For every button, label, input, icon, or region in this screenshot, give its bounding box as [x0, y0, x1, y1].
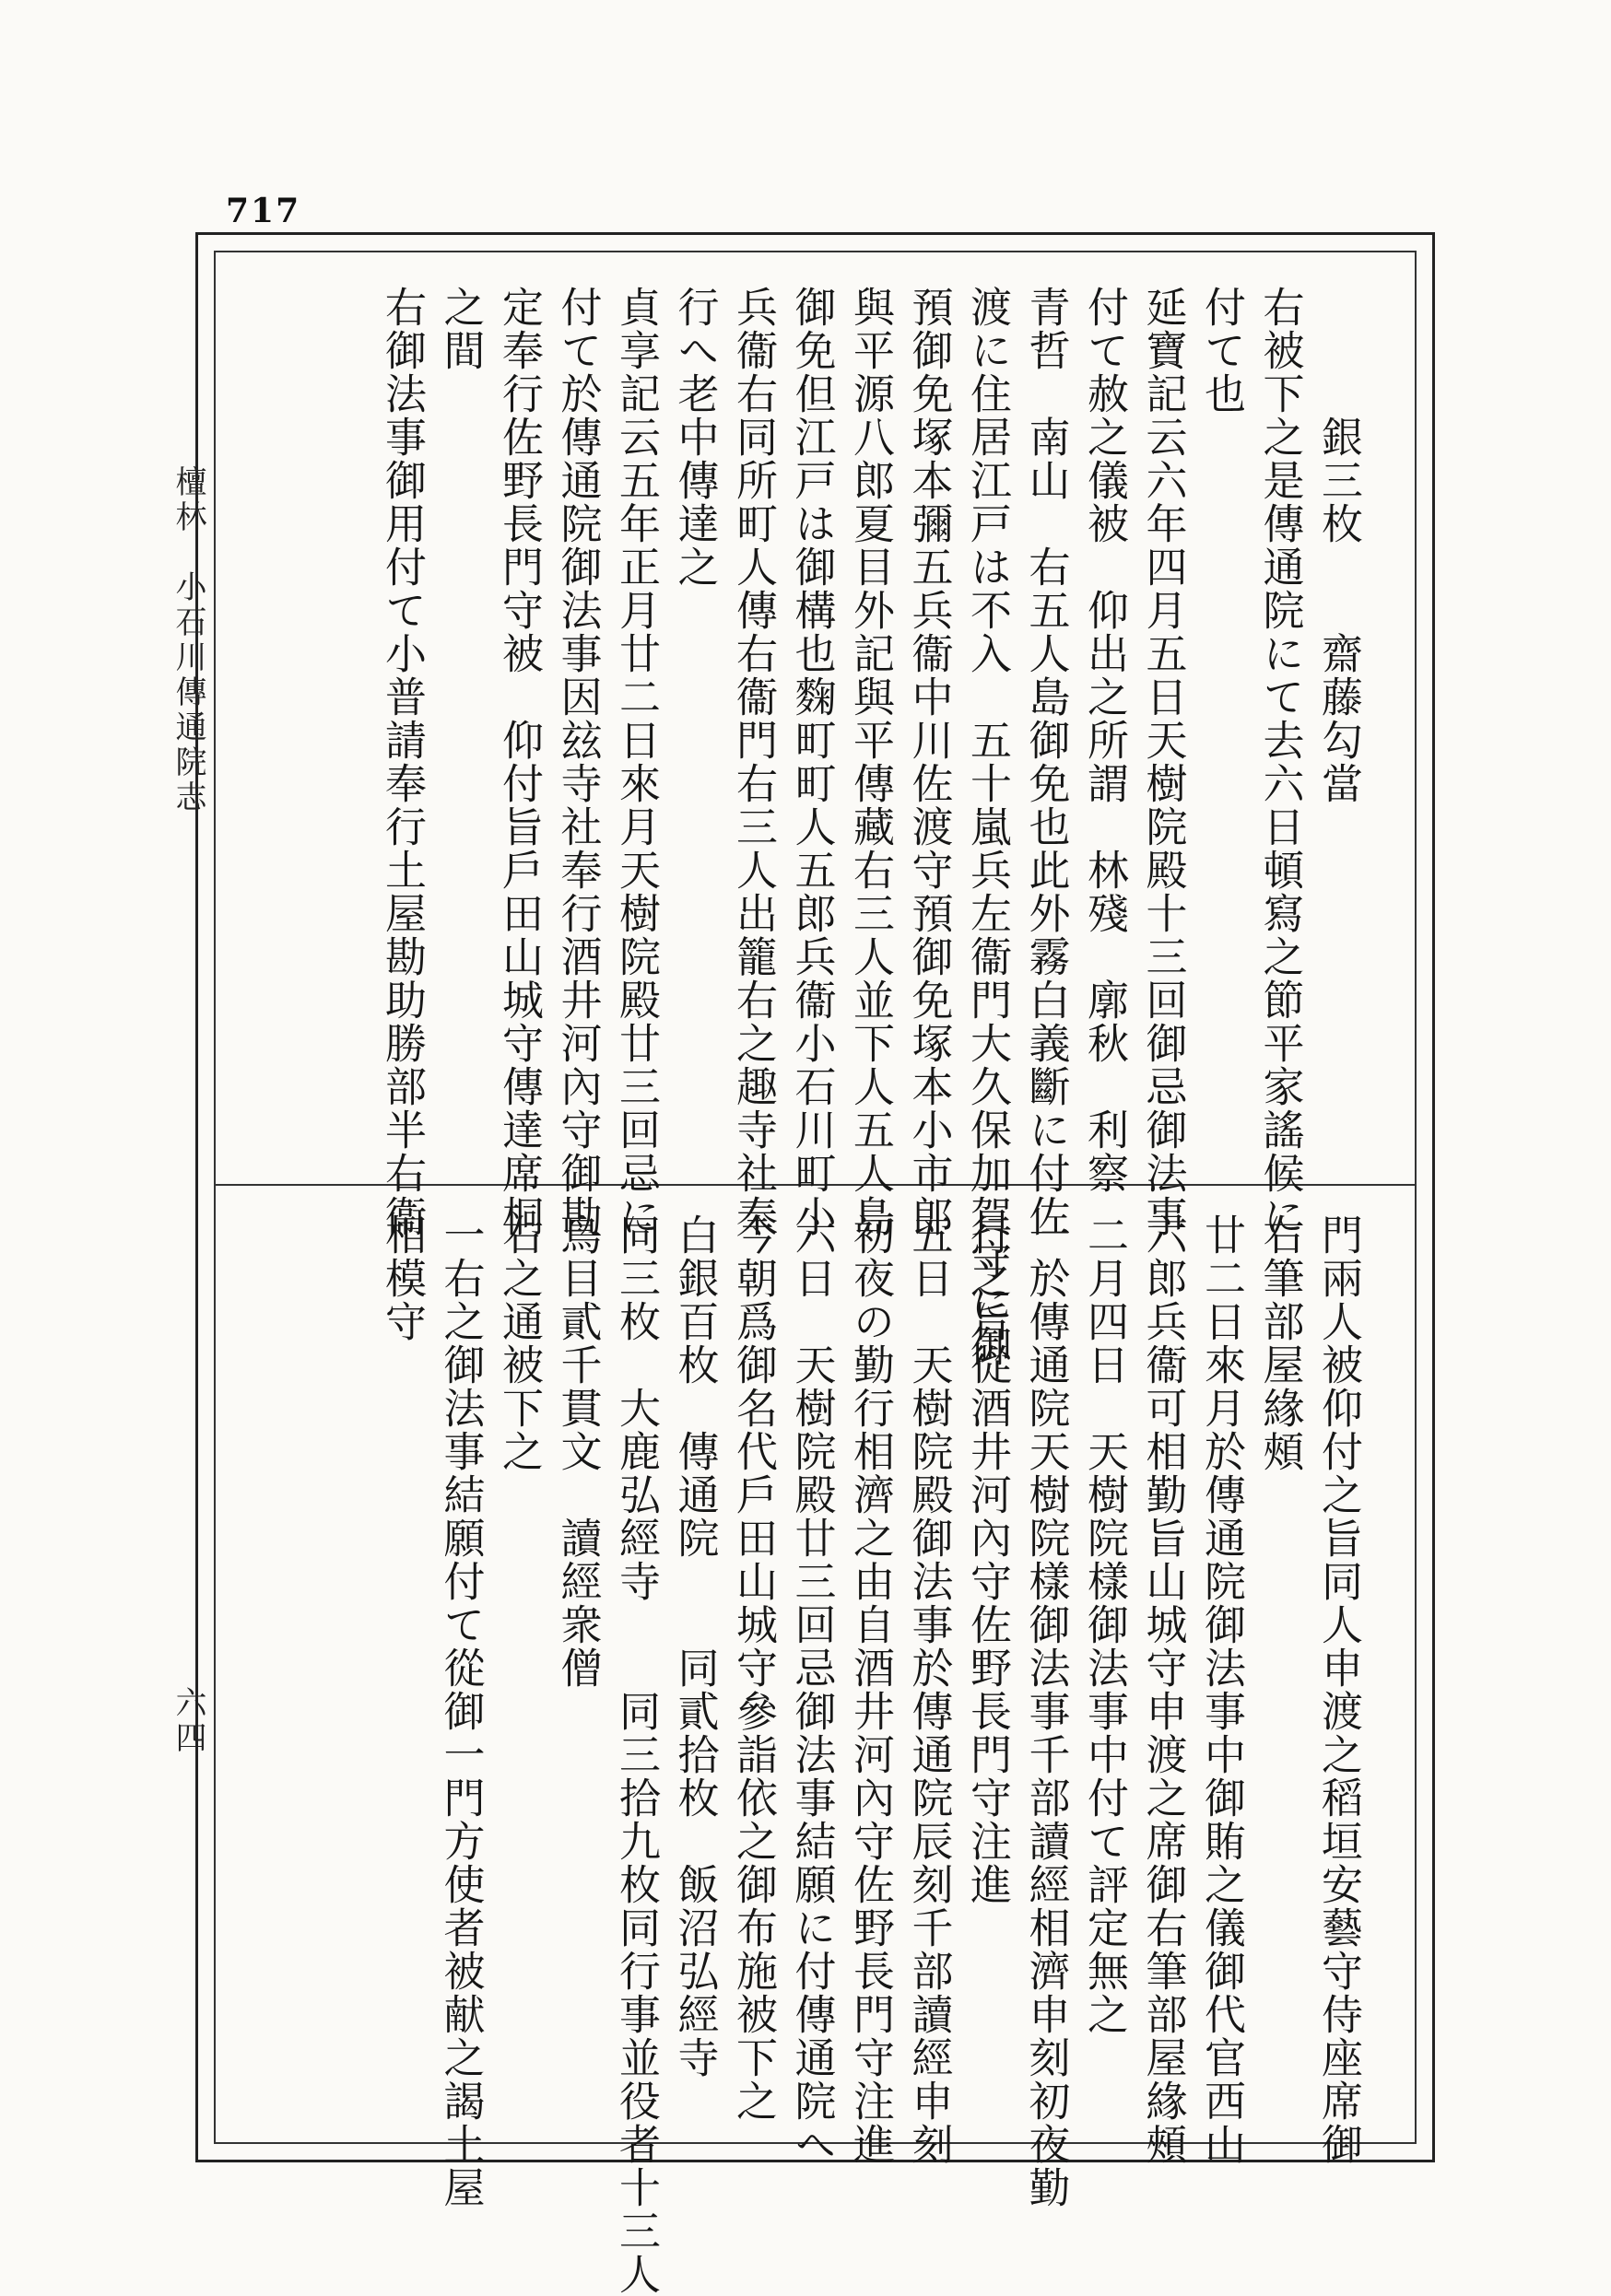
- text-column: 初夜の勤行相濟之由自酒井河內守佐野長門守注進: [846, 1213, 895, 2166]
- lower-text-block: [214, 1186, 1417, 2296]
- folio-number: 六四: [170, 1686, 206, 1756]
- text-column: 六日 天樹院殿廿三回忌御法事結願に付傳通院へ: [787, 1213, 837, 2166]
- text-column: 付て也: [1197, 286, 1246, 416]
- text-column: 與平源八郎夏目外記與平傳藏右三人並下人五人島: [846, 286, 895, 1238]
- text-column: 行之旨從酒井河內守佐野長門守注進: [963, 1213, 1012, 1906]
- text-column: 廿二日來月於傳通院御法事中御賄之儀御代官西山: [1197, 1213, 1246, 2166]
- text-column: 右御法事御用付て小普請奉行土屋勘助勝部半右衞: [378, 286, 427, 1238]
- text-column: 右被下之是傳通院にて去六日頓寫之節平家謠候に: [1255, 286, 1305, 1238]
- text-column: 延寶記云六年四月五日天樹院殿十三回御忌御法事: [1138, 286, 1188, 1238]
- text-column: 之間: [436, 286, 486, 372]
- text-column: 右筆部屋緣頰: [1255, 1213, 1305, 1473]
- text-column: 相模守: [378, 1213, 427, 1343]
- text-column: 同三枚 大鹿弘經寺 同三拾九枚同行事並役者十三人: [612, 1213, 661, 2296]
- text-column: 一於傳通院天樹院樣御法事千部讀經相濟申刻初夜勤: [1021, 1213, 1071, 2209]
- text-column: 付て於傳通院御法事因玆寺社奉行酒井河內守御勘: [553, 286, 603, 1238]
- text-column: 銀三枚 齋藤勾當: [1314, 286, 1363, 805]
- text-column: 定奉行佐野長門守被 仰付旨戶田山城守傳達席桐: [495, 286, 544, 1238]
- text-column: 付て赦之儀被 仰出之所謂 林殘 廓秋 利察: [1080, 286, 1129, 1195]
- text-column: 今朝爲御名代戶田山城守參詣依之御布施被下之: [729, 1213, 778, 2123]
- margin-title: 檀林 小石川傳通院志: [170, 465, 206, 815]
- text-column: 預御免塚本彌五兵衞中川佐渡守預御免塚本小市郎: [904, 286, 954, 1238]
- text-column: 六郎兵衞可相勤旨山城守申渡之席御右筆部屋緣頰: [1138, 1213, 1188, 2166]
- text-column: 貞享記云五年正月廿二日來月天樹院殿廿三回忌に: [612, 286, 661, 1238]
- text-column: 渡に住居江戸は不入 五十嵐兵左衞門大久保加賀守に御: [963, 286, 1012, 1368]
- text-column: 右之通被下之: [495, 1213, 544, 1473]
- text-column: 白銀百枚 傳通院 同貳拾枚 飯沼弘經寺: [670, 1213, 720, 2079]
- text-column: 兵衞右同所町人傳右衞門右三人出籠右之趣寺社奉: [729, 286, 778, 1238]
- page-number: 717: [226, 192, 301, 230]
- text-column: 青哲 南山 右五人島御免也此外霧白義斷に付佐: [1021, 286, 1071, 1238]
- text-column: 二月四日 天樹院樣御法事中付て評定無之: [1080, 1213, 1129, 2036]
- text-column: 一右之御法事結願付て從御一門方使者被献之謁土屋: [436, 1213, 486, 2209]
- text-column: 五日 天樹院殿御法事於傳通院辰刻千部讀經申刻: [904, 1213, 954, 2166]
- text-column: 門兩人被仰付之旨同人申渡之稻垣安藝守侍座席御: [1314, 1213, 1363, 2166]
- text-column: 御免但江戸は御構也麴町町人五郎兵衞小石川町小: [787, 286, 837, 1238]
- text-column: 鳥目貳千貫文 讀經衆僧: [553, 1213, 603, 1690]
- text-column: 行へ老中傳達之: [670, 286, 720, 589]
